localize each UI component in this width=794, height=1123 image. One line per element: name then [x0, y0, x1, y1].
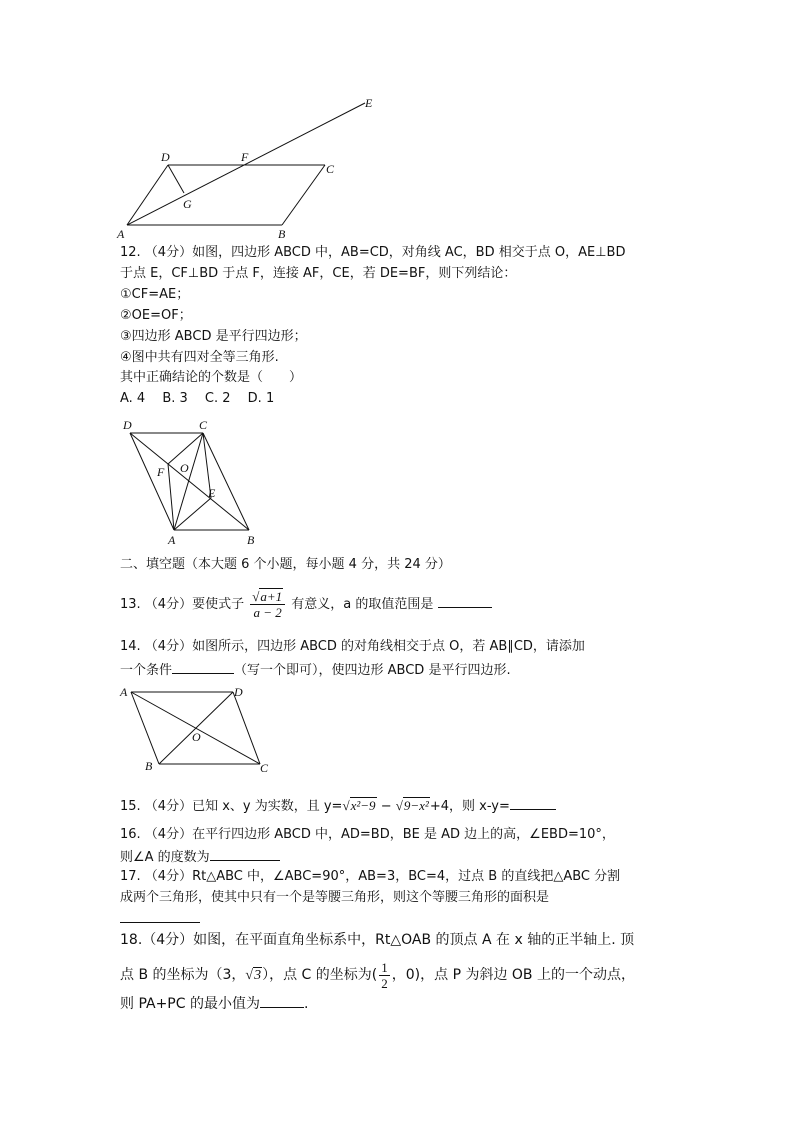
- q15-radical-1: √x²−9: [342, 798, 376, 813]
- q16-line2: 则∠A 的度数为: [120, 846, 280, 868]
- q12-conclusion-3: ③四边形 ABCD 是平行四边形；: [120, 329, 307, 344]
- q13: [120, 585, 492, 625]
- label-C: C: [326, 162, 335, 176]
- q13-pre: 13. （4分）要使式子: [120, 597, 245, 612]
- q17-answer-blank[interactable]: [120, 908, 200, 923]
- figure-q11: [115, 95, 385, 240]
- label-A: A: [168, 533, 176, 547]
- q12-conclusion-1: ①CF=AE；: [120, 287, 190, 302]
- q18-line1: 18.（4分）如图，在平面直角坐标系中，Rt△OAB 的顶点 A 在 x 轴的正半轴上. 顶: [120, 932, 635, 948]
- q15-answer-blank[interactable]: [510, 795, 556, 810]
- q16-line1: 16. （4分）在平行四边形 ABCD 中，AD=BD，BE 是 AD 边上的高，∠EBD=10°，: [120, 827, 615, 842]
- section-2-heading: 二、填空题（本大题 6 个小题，每小题 4 分，共 24 分）: [120, 557, 451, 572]
- figure-q12: [118, 412, 268, 547]
- q18-fraction: $\frac{1}{2}$: [381, 959, 388, 991]
- q13-denominator: a − 2: [253, 605, 282, 620]
- label-E: E: [208, 486, 216, 500]
- label-D: D: [161, 150, 170, 164]
- q13-numerator: √a+1: [250, 589, 285, 605]
- label-O: O: [180, 461, 189, 475]
- label-B: B: [278, 227, 286, 240]
- q17-line1: 17. （4分）Rt△ABC 中，∠ABC=90°，AB=3，BC=4，过点 B 的直线把△ABC 分割: [120, 869, 621, 884]
- q12-options: A. 4 B. 3 C. 2 D. 1: [120, 391, 275, 406]
- q14-answer-blank[interactable]: [172, 659, 234, 674]
- label-B: B: [247, 533, 255, 547]
- q16-answer-blank[interactable]: [210, 846, 280, 861]
- figure-q14: [115, 682, 280, 777]
- q13-fraction: [250, 589, 285, 620]
- q12-line1: 12. （4分）如图，四边形 ABCD 中，AB=CD，对角线 AC，BD 相交于点 O，AE⊥BD: [120, 245, 626, 260]
- q18-answer-blank[interactable]: [260, 993, 304, 1008]
- q13-answer-blank[interactable]: [438, 593, 492, 608]
- label-G: G: [183, 197, 192, 211]
- q12-ask: 其中正确结论的个数是（ ）: [120, 370, 303, 385]
- label-C: C: [260, 761, 269, 775]
- label-B: B: [145, 759, 153, 773]
- q18-line3: 则 PA+PC 的最小值为 .: [120, 993, 308, 1014]
- q18-radical: √3: [245, 968, 262, 983]
- q12-line2: 于点 E，CF⊥BD 于点 F，连接 AF，CE，若 DE=BF，则下列结论：: [120, 266, 517, 281]
- q18-line2: 点 B 的坐标为（3，√3），点 C 的坐标为( $\frac{1}{2}$ ，0)，点 P 为斜边 OB 上的一个动点，: [120, 959, 635, 991]
- q14-line1: 14. （4分）如图所示，四边形 ABCD 的对角线相交于点 O，若 AB∥CD，请添加: [120, 639, 585, 654]
- q14-line2: 一个条件 （写一个即可），使四边形 ABCD 是平行四边形.: [120, 659, 511, 681]
- label-F: F: [157, 465, 165, 479]
- q17-line2: 成两个三角形，使其中只有一个是等腰三角形，则这个等腰三角形的面积是: [120, 890, 550, 905]
- label-E: E: [365, 96, 373, 110]
- label-D: D: [123, 418, 132, 432]
- label-A: A: [117, 227, 125, 240]
- q13-post: 有意义，a 的取值范围是: [291, 597, 434, 612]
- label-D: D: [234, 685, 243, 699]
- label-A: A: [120, 685, 128, 699]
- q15: 15. （4分）已知 x、y 为实数，且 y=√x²−9 − √9−x²+4，则 x-y=: [120, 795, 556, 817]
- q17-line3: [120, 908, 200, 930]
- label-O: O: [192, 730, 201, 744]
- q12-conclusion-2: ②OE=OF；: [120, 308, 192, 323]
- label-C: C: [199, 418, 208, 432]
- label-F: F: [241, 150, 249, 164]
- q15-radical-2: √9−x²: [395, 798, 429, 813]
- q12-conclusion-4: ④图中共有四对全等三角形.: [120, 350, 279, 365]
